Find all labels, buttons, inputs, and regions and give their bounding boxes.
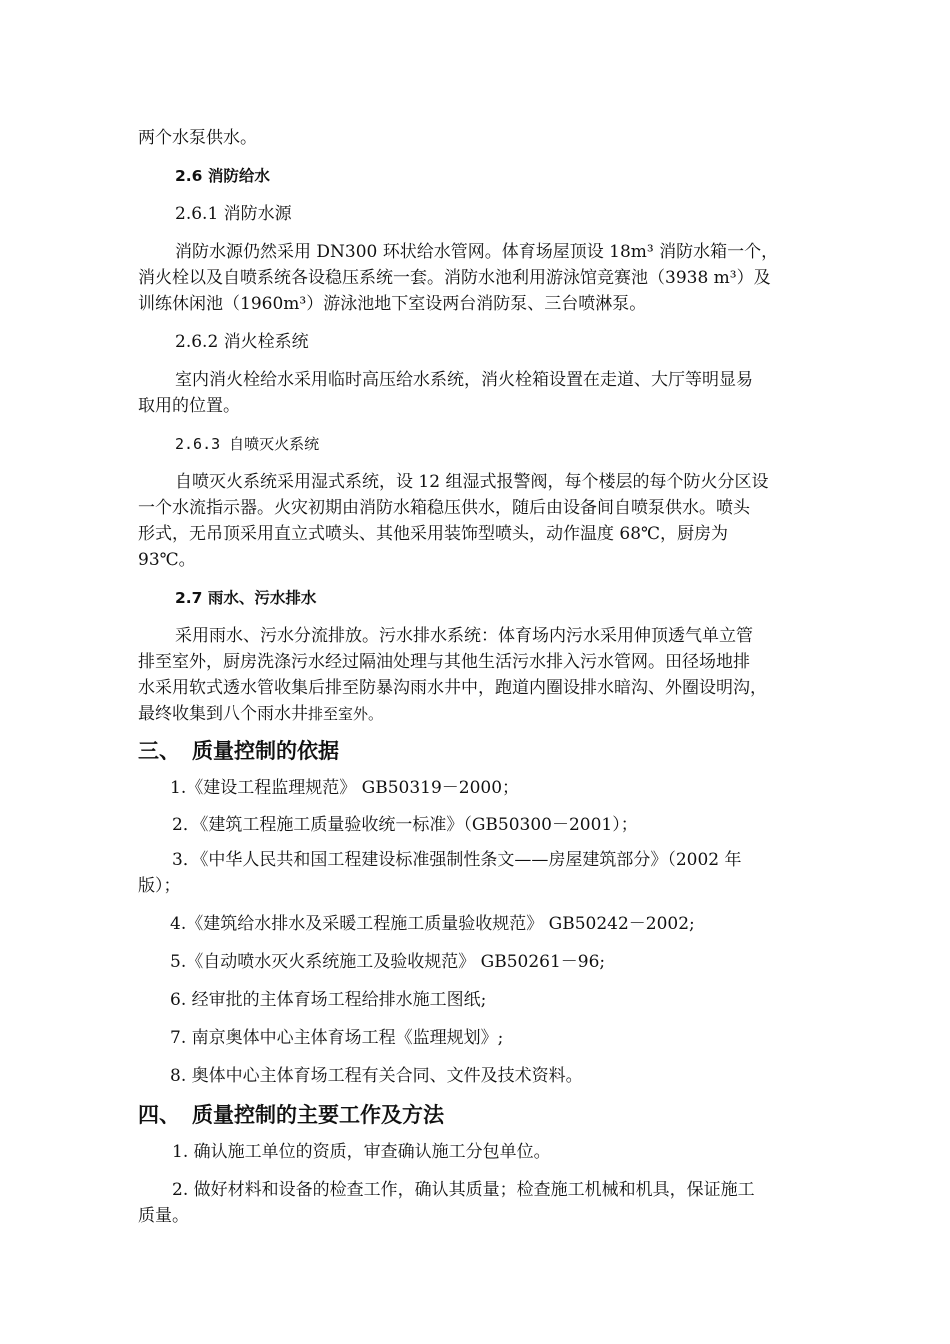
method-item-2-cont: 质量。 — [138, 1206, 189, 1226]
paragraph-line: 水采用软式透水管收集后排至防暴沟雨水井中，跑道内圈设排水暗沟、外圈设明沟， — [138, 678, 767, 698]
paragraph-line: 形式，无吊顶采用直立式喷头、其他采用装饰型喷头，动作温度 68℃，厨房为 — [138, 524, 729, 544]
chapter-heading-4 — [138, 1100, 444, 1130]
chapter-number: 四、 — [138, 1103, 180, 1127]
paragraph-line: 采用雨水、污水分流排放。污水排水系统：体育场内污水采用伸顶透气单立管 — [175, 626, 753, 646]
paragraph-line: 消火栓以及自喷系统各设稳压系统一套。消防水池利用游泳馆竞赛池（3938 m³）及 — [138, 268, 771, 288]
method-item-1: 1. 确认施工单位的资质，审查确认施工分包单位。 — [172, 1142, 551, 1162]
reference-item-7: 7. 南京奥体中心主体育场工程《监理规划》; — [170, 1028, 504, 1048]
paragraph-line: 排至室外，厨房洗涤污水经过隔油处理与其他生活污水排入污水管网。田径场地排 — [138, 652, 750, 672]
chapter-title: 质量控制的主要工作及方法 — [192, 1103, 444, 1127]
paragraph-line — [138, 701, 383, 727]
reference-item-4: 4.《建筑给水排水及采暖工程施工质量验收规范》 GB50242－2002; — [170, 914, 695, 934]
paragraph-line: 取用的位置。 — [138, 396, 240, 416]
chapter-heading-3 — [138, 736, 339, 766]
section-heading-2-6: 2.6 消防给水 — [175, 167, 270, 185]
reference-item-5: 5.《自动喷水灭火系统施工及验收规范》 GB50261－96; — [170, 952, 606, 972]
reference-item-3-cont: 版）； — [138, 876, 181, 896]
paragraph-line: 室内消火栓给水采用临时高压给水系统，消火栓箱设置在走道、大厅等明显易 — [175, 370, 753, 390]
paragraph-text: 最终收集到八个雨水井 — [138, 704, 308, 724]
paragraph-line: 自喷灭火系统采用湿式系统，设 12 组湿式报警阀，每个楼层的每个防火分区设 — [175, 472, 769, 492]
reference-item-6: 6. 经审批的主体育场工程给排水施工图纸; — [170, 990, 487, 1010]
paragraph-line: 一个水流指示器。火灾初期由消防水箱稳压供水，随后由设备间自喷泵供水。喷头 — [138, 498, 750, 518]
reference-item-2: 2．《建筑工程施工质量验收统一标准》（GB50300－2001）； — [172, 815, 638, 835]
section-heading-2-7: 2.7 雨水、污水排水 — [175, 589, 317, 607]
method-item-2: 2. 做好材料和设备的检查工作，确认其质量；检查施工机械和机具，保证施工 — [172, 1180, 755, 1200]
paragraph-line: 两个水泵供水。 — [138, 128, 257, 148]
chapter-number: 三、 — [138, 739, 180, 763]
paragraph-text-small: 排至室外。 — [308, 705, 384, 723]
paragraph-line: 93℃。 — [138, 550, 196, 570]
reference-item-8: 8. 奥体中心主体育场工程有关合同、文件及技术资料。 — [170, 1066, 583, 1086]
reference-item-3: 3．《中华人民共和国工程建设标准强制性条文——房屋建筑部分》（2002 年 — [172, 850, 742, 870]
chapter-title: 质量控制的依据 — [192, 739, 339, 763]
subsection-heading-2-6-3: 2.6.3 自喷灭火系统 — [175, 435, 320, 453]
reference-item-1: 1.《建设工程监理规范》 GB50319－2000； — [170, 778, 520, 798]
paragraph-line: 消防水源仍然采用 DN300 环状给水管网。体育场屋顶设 18m³ 消防水箱一个， — [175, 242, 779, 262]
paragraph-line: 训练休闲池（1960m³）游泳池地下室设两台消防泵、三台喷淋泵。 — [138, 294, 647, 314]
subsection-heading-2-6-1: 2.6.1 消防水源 — [175, 204, 292, 224]
subsection-heading-2-6-2: 2.6.2 消火栓系统 — [175, 332, 309, 352]
